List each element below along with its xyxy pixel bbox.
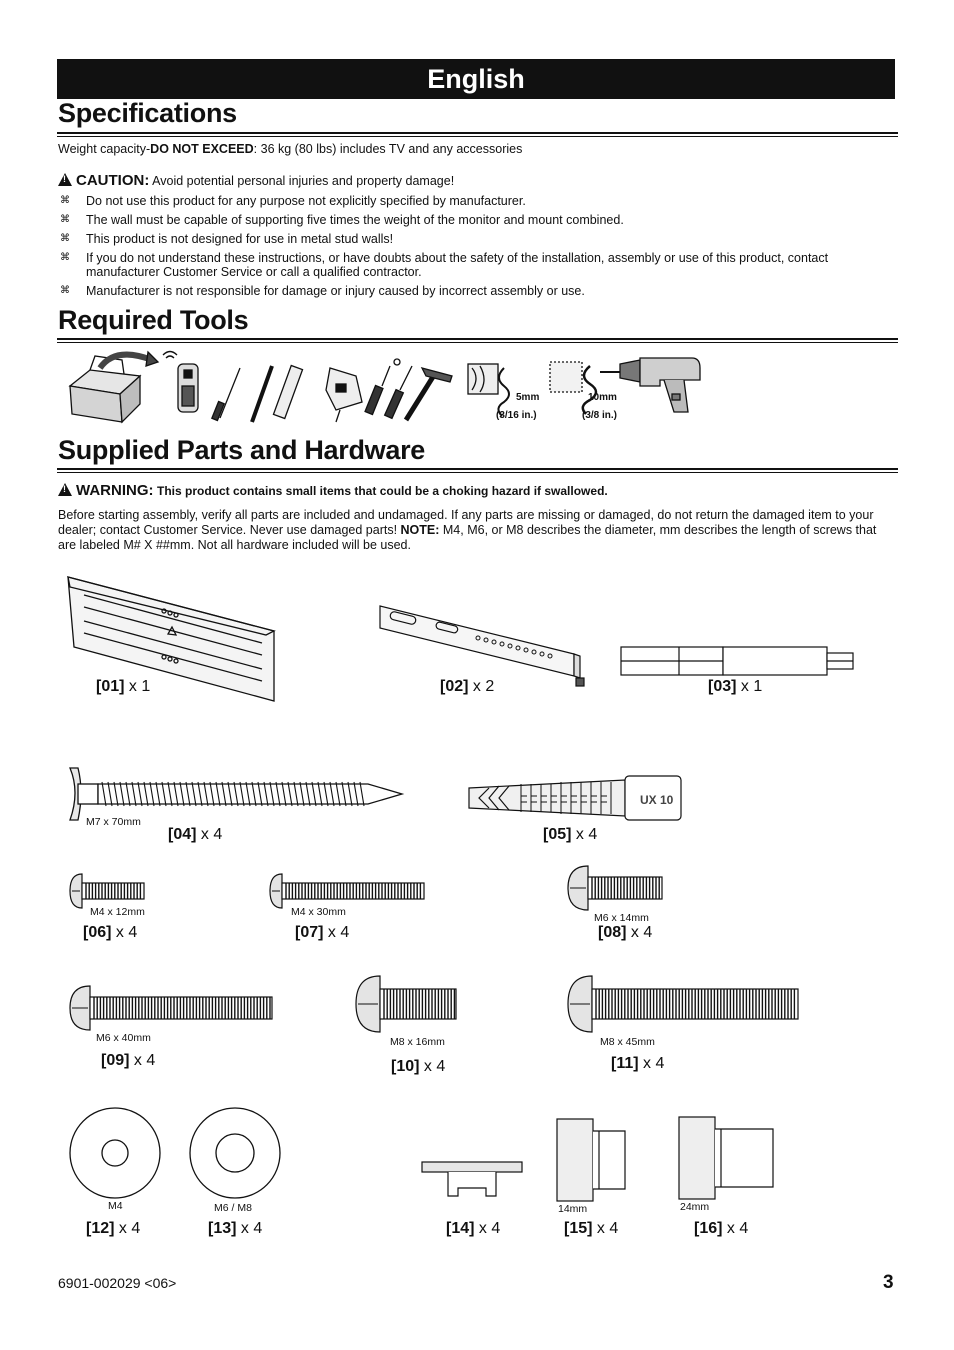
- bit-small-label: 5mm: [516, 392, 540, 403]
- part-id: [11]: [611, 1055, 639, 1072]
- part-15-spacer: [555, 1117, 627, 1203]
- part-qty: x 4: [630, 924, 653, 941]
- bullet-text: This product is not designed for use in metal stud walls!: [86, 232, 394, 246]
- part-id: [12]: [86, 1220, 115, 1237]
- intro-text-2: M4, M6, or M8 describes the diameter, mm describes the length of screws that are labeled M# X ##mm. Not all hardware included will be used.: [58, 523, 877, 552]
- stud-finder-icon: [163, 352, 198, 413]
- part-spec-13: M6 / M8: [214, 1202, 252, 1214]
- list-item: [58, 284, 898, 298]
- part-id: [15]: [564, 1220, 593, 1237]
- screwdriver-icon: [365, 359, 412, 418]
- weight-bold: DO NOT EXCEED: [150, 142, 254, 156]
- part-label-09: [101, 1052, 155, 1070]
- bullet-icon: ⌘: [60, 285, 70, 296]
- wood-drill-bit-icon: [468, 364, 509, 416]
- part-label-04: [168, 826, 222, 844]
- part-qty: x 4: [200, 826, 223, 843]
- part-label-13: [208, 1220, 262, 1238]
- section-divider: [57, 468, 898, 473]
- part-id: [16]: [694, 1220, 723, 1237]
- part-qty: x 1: [128, 678, 151, 695]
- part-id: [07]: [295, 924, 324, 941]
- part-label-15: [564, 1220, 618, 1238]
- warning-text: This product contains small items that could be a choking hazard if swallowed.: [156, 484, 608, 498]
- part-spec-09: M6 x 40mm: [96, 1032, 151, 1044]
- required-tools-title: Required Tools: [58, 305, 249, 335]
- intro-text: Before starting assembly, verify all parts are included and undamaged. If any parts are missing or damaged, do not return the damaged item to your dealer; contact Customer Service. Never use damaged parts!: [58, 508, 874, 537]
- weight-suffix: : 36 kg (80 lbs) includes TV and any accessories: [253, 142, 523, 156]
- section-divider: [57, 338, 898, 343]
- part-13-washer: [188, 1106, 284, 1202]
- power-drill-icon: [600, 358, 700, 412]
- specifications-title: Specifications: [58, 98, 237, 128]
- part-qty: x 4: [478, 1220, 501, 1237]
- bullet-icon: ⌘: [60, 214, 70, 225]
- warning-triangle-icon: [58, 483, 72, 496]
- part-label-07: [295, 924, 349, 942]
- part-id: [14]: [446, 1220, 475, 1237]
- list-item: [58, 232, 898, 246]
- part-spec-04: M7 x 70mm: [86, 816, 141, 828]
- part-11-screw: [566, 974, 802, 1040]
- tools-illustration: [60, 346, 710, 426]
- part-qty: x 4: [118, 1220, 141, 1237]
- part-14-clip: [420, 1160, 524, 1202]
- part-qty: x 4: [115, 924, 138, 941]
- part-spec-16: 24mm: [680, 1201, 710, 1213]
- hammer-icon: [406, 368, 452, 420]
- part-label-01: [96, 678, 150, 696]
- supplied-parts-title: Supplied Parts and Hardware: [58, 435, 425, 465]
- warning-triangle-icon: [58, 173, 72, 186]
- bullet-text: If you do not understand these instructions, or have doubts about the safety of the installation, assembly or use of this product, contact manufacturer Customer Service or call a qualified contractor.: [86, 251, 829, 279]
- caution-line: [58, 172, 454, 189]
- part-spec-06: M4 x 12mm: [90, 906, 145, 918]
- part-id: [08]: [598, 924, 627, 941]
- part-label-12: [86, 1220, 140, 1238]
- part-04-lag-bolt: [66, 766, 406, 822]
- part-id: [04]: [168, 826, 197, 843]
- part-label-16: [694, 1220, 748, 1238]
- part-spec-07: M4 x 30mm: [291, 906, 346, 918]
- part-qty: x 4: [726, 1220, 749, 1237]
- intro-note-label: NOTE:: [400, 523, 440, 537]
- parts-intro: [58, 508, 896, 553]
- part-id: [10]: [391, 1058, 420, 1075]
- weight-capacity-line: [58, 142, 522, 157]
- list-item: [58, 251, 898, 279]
- language-banner: [57, 59, 895, 99]
- part-label-06: [83, 924, 137, 942]
- part-label-11: [611, 1055, 664, 1073]
- part-spec-11: M8 x 45mm: [600, 1036, 655, 1048]
- bullet-text: Do not use this product for any purpose not explicitly specified by manufacturer.: [86, 194, 526, 208]
- part-id: [05]: [543, 826, 572, 843]
- part-qty: x 2: [472, 678, 495, 695]
- bit-large-inch-label: (3/8 in.): [582, 410, 618, 421]
- awl-icon: [220, 368, 240, 418]
- part-16-spacer: [677, 1115, 777, 1201]
- part-label-08: [598, 924, 652, 942]
- part-qty: x 4: [327, 924, 350, 941]
- part-id: [03]: [708, 678, 737, 695]
- level-icon: [273, 366, 302, 419]
- part-id: [09]: [101, 1052, 130, 1069]
- bullet-text: Manufacturer is not responsible for damage or injury caused by incorrect assembly or use.: [86, 284, 585, 298]
- bit-large-label: 10mm: [588, 392, 617, 403]
- bullet-text: The wall must be capable of supporting five times the weight of the monitor and mount combined.: [86, 213, 624, 227]
- part-qty: x 4: [575, 826, 598, 843]
- part-id: [06]: [83, 924, 112, 941]
- part-qty: x 1: [740, 678, 763, 695]
- part-spec-12: M4: [108, 1200, 123, 1212]
- part-label-02: [440, 678, 494, 696]
- part-label-05: [543, 826, 597, 844]
- weight-prefix: Weight capacity-: [58, 142, 151, 156]
- part-label-14: [446, 1220, 500, 1238]
- list-item: [58, 213, 898, 227]
- bullet-icon: ⌘: [60, 252, 70, 263]
- pencil-icon: [252, 366, 272, 422]
- part-qty: x 4: [133, 1052, 156, 1069]
- part-spec-15: 14mm: [558, 1203, 588, 1215]
- part-label-10: [391, 1058, 445, 1076]
- part-id: [01]: [96, 678, 125, 695]
- caution-label: CAUTION:: [76, 172, 150, 189]
- caution-text: Avoid potential personal injuries and property damage!: [152, 174, 455, 188]
- part-spec-08: M6 x 14mm: [594, 912, 649, 924]
- part-qty: x 4: [643, 1055, 665, 1072]
- part-03-bit: [619, 645, 855, 677]
- part-label-03: [708, 678, 762, 696]
- document-code: 6901-002029 <06>: [58, 1275, 177, 1291]
- caution-bullet-list: [58, 194, 898, 303]
- part-10-screw: [354, 974, 460, 1040]
- part-05-anchor: [465, 774, 691, 822]
- part-spec-10: M8 x 16mm: [390, 1036, 445, 1048]
- warning-label: WARNING:: [76, 482, 154, 499]
- bullet-icon: ⌘: [60, 233, 70, 244]
- section-divider: [57, 132, 898, 137]
- part-qty: x 4: [423, 1058, 446, 1075]
- bullet-icon: ⌘: [60, 195, 70, 206]
- part-id: [02]: [440, 678, 469, 695]
- bit-small-inch-label: (3/16 in.): [496, 410, 537, 421]
- toolbox-icon: [70, 352, 158, 422]
- list-item: [58, 194, 898, 208]
- part-qty: x 4: [596, 1220, 619, 1237]
- anchor-marking: UX 10: [640, 793, 674, 807]
- tape-measure-icon: [326, 368, 362, 422]
- masonry-drill-bit-icon: [550, 362, 596, 414]
- language-title: English: [427, 64, 525, 94]
- warning-line: [58, 482, 608, 499]
- part-qty: x 4: [240, 1220, 263, 1237]
- part-12-washer: [68, 1106, 164, 1202]
- part-id: [13]: [208, 1220, 237, 1237]
- page-number: 3: [883, 1272, 894, 1293]
